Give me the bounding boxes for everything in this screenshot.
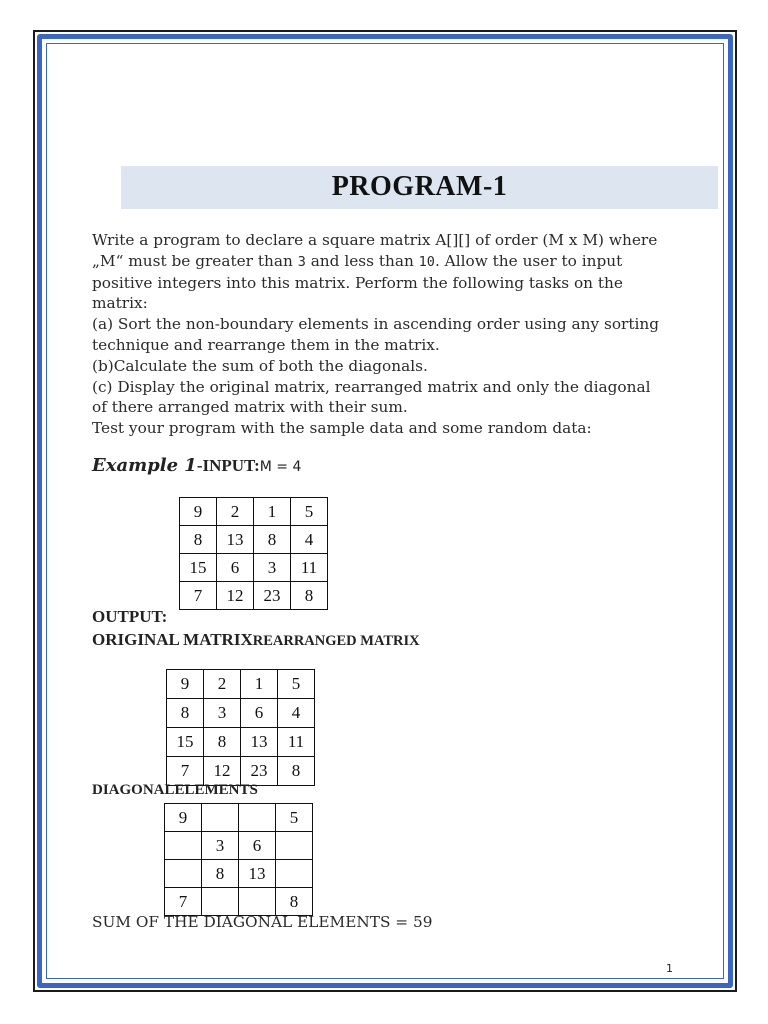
matrix-row <box>167 670 315 699</box>
matrix-cell: 6 <box>217 554 254 582</box>
description-line: Write a program to declare a square matrix A[][] of order (M x M) where <box>92 231 658 249</box>
matrix-cell: 3 <box>204 699 241 728</box>
input-matrix <box>179 497 328 610</box>
example-title: Example 1 <box>92 455 197 476</box>
matrix-cell: 8 <box>204 728 241 757</box>
matrix-row <box>180 498 328 526</box>
matrix-row <box>165 888 313 916</box>
matrix-cell: 8 <box>276 888 313 916</box>
matrix-cell: 3 <box>202 832 239 860</box>
matrix-row <box>167 699 315 728</box>
matrix-cell: 9 <box>165 804 202 832</box>
description-line: technique and rearrange them in the matrix. <box>92 335 440 354</box>
matrix-cell: 1 <box>241 670 278 699</box>
page-title: PROGRAM-1 <box>331 171 508 202</box>
matrix-cell: 1 <box>254 498 291 526</box>
page-number: 1 <box>666 962 673 975</box>
matrix-cell: 7 <box>167 757 204 786</box>
matrix-row <box>165 804 313 832</box>
matrix-cell: 13 <box>239 860 276 888</box>
output-label: OUTPUT: <box>92 607 168 626</box>
matrix-cell <box>276 832 313 860</box>
matrix-cell: 23 <box>254 582 291 610</box>
description-line: (b)Calculate the sum of both the diagonals. <box>92 356 428 375</box>
matrix-cell <box>165 832 202 860</box>
matrix-cell: 11 <box>291 554 328 582</box>
matrix-cell: 9 <box>180 498 217 526</box>
matrix-cell <box>239 888 276 916</box>
matrix-row <box>180 554 328 582</box>
matrix-cell: 3 <box>254 554 291 582</box>
description-line: (c) Display the original matrix, rearranged matrix and only the diagonal <box>92 377 651 396</box>
description-line: of there arranged matrix with their sum. <box>92 398 408 417</box>
matrix-cell: 8 <box>202 860 239 888</box>
matrix-cell: 8 <box>254 526 291 554</box>
code-min: 3 <box>297 253 306 270</box>
description-line: „M“ must be greater than 3 and less than 10. Allow the user to input <box>92 251 623 270</box>
matrix-cell <box>276 860 313 888</box>
matrix-cell: 5 <box>276 804 313 832</box>
matrix-cell: 9 <box>167 670 204 699</box>
rearranged-matrix-label: REARRANGED MATRIX <box>252 633 420 649</box>
matrix-cell: 12 <box>217 582 254 610</box>
matrix-cell <box>202 804 239 832</box>
description-line: positive integers into this matrix. Perform the following tasks on the <box>92 273 623 292</box>
matrix-cell: 6 <box>239 832 276 860</box>
matrix-row <box>167 728 315 757</box>
matrix-row <box>180 526 328 554</box>
matrix-cell: 12 <box>204 757 241 786</box>
matrix-cell: 5 <box>278 670 315 699</box>
matrix-cell: 11 <box>278 728 315 757</box>
matrix-cell: 6 <box>241 699 278 728</box>
description-line: (a) Sort the non-boundary elements in ascending order using any sorting <box>92 315 660 334</box>
diagonal-sum: SUM OF THE DIAGONAL ELEMENTS = 59 <box>92 913 433 931</box>
matrix-cell: 4 <box>291 526 328 554</box>
matrix-cell: 7 <box>165 888 202 916</box>
rearranged-matrix <box>166 669 315 786</box>
matrix-cell: 4 <box>278 699 315 728</box>
description-line: matrix: <box>92 294 148 313</box>
matrix-cell: 5 <box>291 498 328 526</box>
input-label: -INPUT: <box>196 456 260 475</box>
description-line: Test your program with the sample data and some random data: <box>92 419 592 438</box>
matrix-cell: 8 <box>180 526 217 554</box>
matrix-cell: 2 <box>204 670 241 699</box>
matrix-cell: 15 <box>167 728 204 757</box>
diagonal-elements-label: DIAGONALELEMENTS <box>92 782 258 798</box>
matrix-cell: 23 <box>241 757 278 786</box>
matrix-labels <box>92 630 420 650</box>
matrix-cell <box>239 804 276 832</box>
matrix-row <box>180 582 328 610</box>
matrix-row <box>165 832 313 860</box>
matrix-cell <box>202 888 239 916</box>
m-value: M = 4 <box>259 459 302 475</box>
matrix-cell: 7 <box>180 582 217 610</box>
code-max: 10 <box>418 253 435 270</box>
matrix-cell: 8 <box>278 757 315 786</box>
matrix-cell: 2 <box>217 498 254 526</box>
matrix-row <box>165 860 313 888</box>
example-heading <box>92 455 301 476</box>
matrix-cell: 15 <box>180 554 217 582</box>
matrix-cell <box>165 860 202 888</box>
matrix-cell: 13 <box>217 526 254 554</box>
problem-description <box>92 230 692 439</box>
matrix-cell: 8 <box>291 582 328 610</box>
matrix-cell: 8 <box>167 699 204 728</box>
diagonal-matrix <box>164 803 313 916</box>
matrix-cell: 13 <box>241 728 278 757</box>
original-matrix-label: ORIGINAL MATRIX <box>92 630 253 649</box>
